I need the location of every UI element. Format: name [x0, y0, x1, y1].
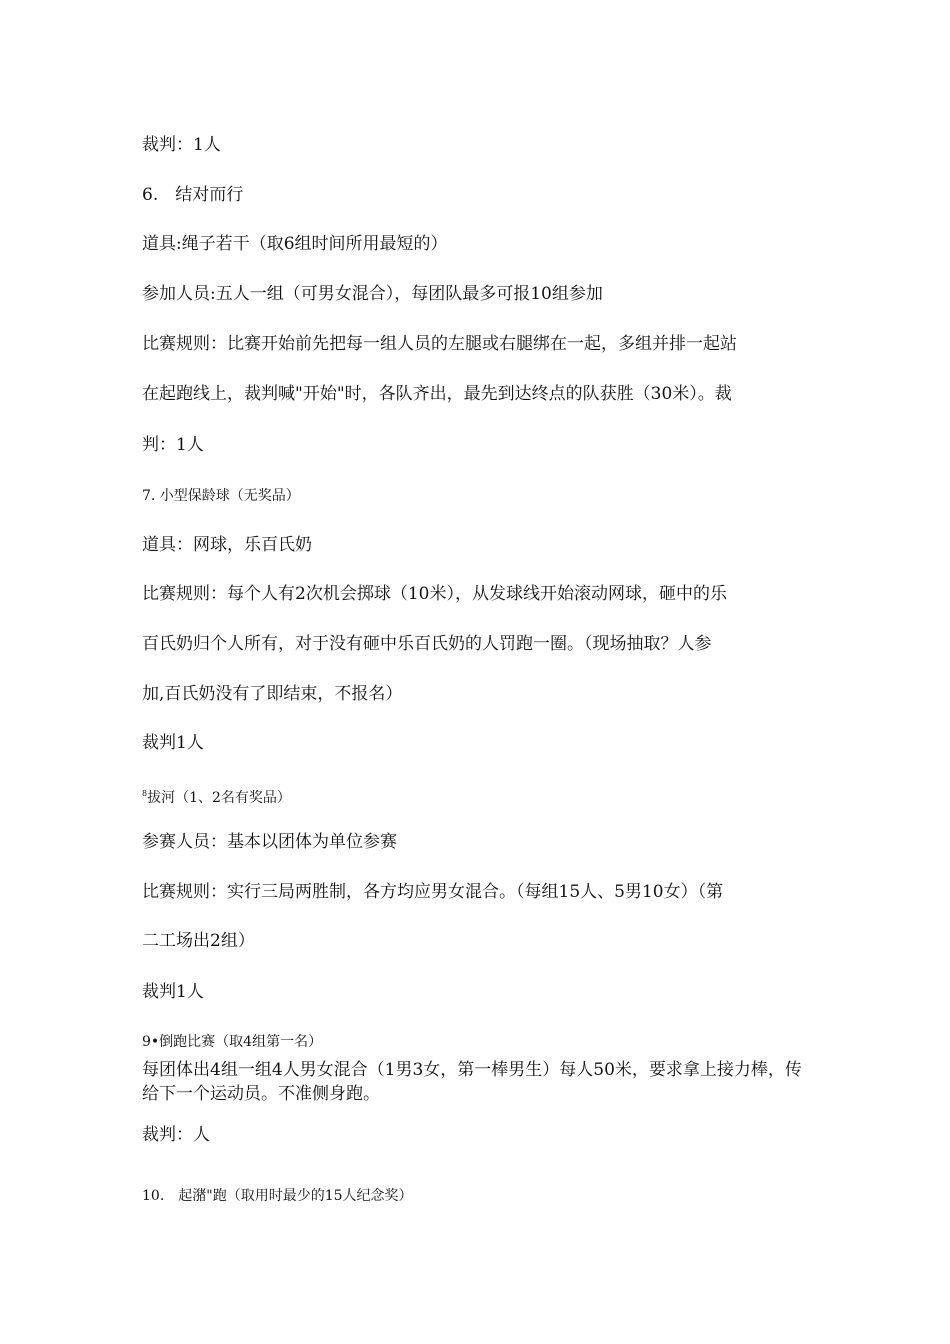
item-8-rules-2: 二工场出2组） — [142, 931, 255, 951]
item-7-heading: 7. 小型保龄球（无奖品） — [142, 488, 300, 504]
item-8-rules-1: 比赛规则：实行三局两胜制，各方均应男女混合。（每组15人、5男10女）（第 — [142, 882, 724, 902]
item-6-referee: 判：1人 — [142, 435, 204, 455]
item-6-props: 道具:绳子若干（取6组时间所用最短的） — [142, 234, 448, 254]
item-7-rules-3: 加,百氏奶没有了即结束，不报名） — [142, 684, 403, 704]
item-9-heading: 9•倒跑比赛（取4组第一名） — [142, 1034, 323, 1050]
item-8-number: 8 — [142, 789, 148, 798]
item-6-rules-2: 在起跑线上，裁判喊"开始"时，各队齐出，最先到达终点的队获胜（30米）。裁 — [142, 384, 732, 404]
item-6-rules-1: 比赛规则：比赛开始前先把每一组人员的左腿或右腿绑在一起，多组并排一起站 — [142, 334, 737, 354]
item-8-participants: 参赛人员：基本以团体为单位参赛 — [142, 832, 397, 852]
item-7-referee: 裁判1人 — [142, 733, 204, 753]
item-8-title: 拔河（1、2名有奖品） — [147, 790, 291, 806]
item-9-referee: 裁判：人 — [142, 1125, 210, 1145]
item-9-body: 每团体出4组一组4人男女混合（1男3女，第一棒男生）每人50米，要求拿上接力棒，传给下一个运动员。不准侧身跑。 — [142, 1060, 802, 1104]
item-8-referee: 裁判1人 — [142, 982, 204, 1002]
item-7-rules-2: 百氏奶归个人所有，对于没有砸中乐百氏奶的人罚跑一圈。（现场抽取？人参 — [142, 634, 712, 654]
referee-line-1: 裁判：1人 — [142, 135, 221, 155]
item-7-props: 道具：网球，乐百氏奶 — [142, 535, 312, 555]
item-10-heading: 10. 起潴"跑（取用时最少的15人纪念奖） — [142, 1188, 413, 1204]
item-6-participants: 参加人员:五人一组（可男女混合），每团队最多可报10组参加 — [142, 284, 603, 304]
item-7-rules-1: 比赛规则：每个人有2次机会掷球（10米），从发球线开始滚动网球，砸中的乐 — [142, 584, 727, 604]
item-8-heading — [142, 782, 291, 810]
item-6-heading: 6. 结对而行 — [142, 185, 244, 205]
